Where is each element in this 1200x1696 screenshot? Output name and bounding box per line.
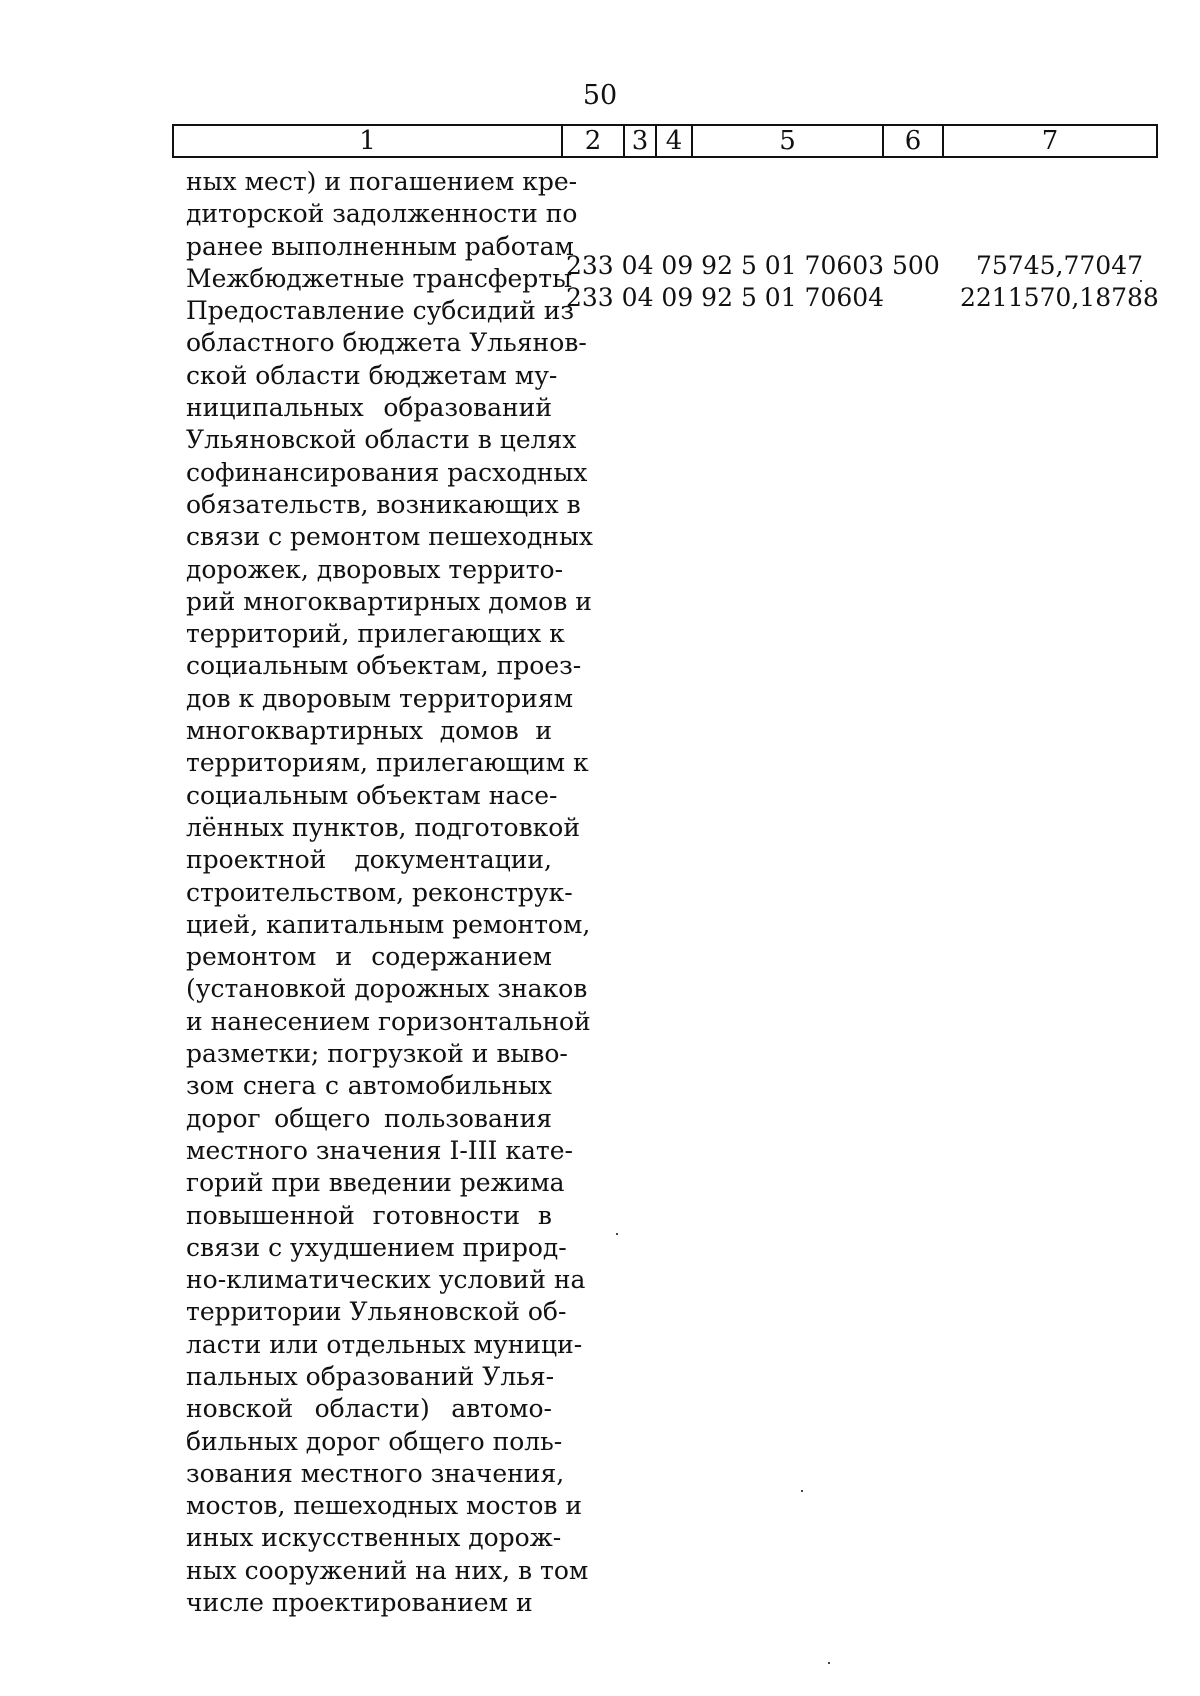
description-line: бильных дорог общего поль- (186, 1426, 563, 1456)
description-line: разметки; погрузкой и выво- (186, 1039, 568, 1069)
description-line: дов к дворовым территориям (186, 683, 574, 713)
description-line: дорог общего пользования (186, 1103, 552, 1133)
description-line: зом снега с автомобильных (186, 1071, 552, 1101)
header-col-6: 6 (884, 126, 944, 156)
description-line: Ульяновской области в целях (186, 425, 577, 455)
description-line: ремонтом и содержанием (186, 942, 552, 972)
header-col-1: 1 (174, 126, 563, 156)
description-line: местного значения I-III кате- (186, 1135, 573, 1165)
description-line: рий многоквартирных домов и (186, 586, 592, 616)
description-line: пальных образований Улья- (186, 1361, 555, 1391)
header-col-7: 7 (1041, 126, 1059, 156)
description-line: диторской задолженности по (186, 199, 578, 229)
description-line: ской области бюджетам му- (186, 360, 558, 390)
scan-speck (1140, 280, 1142, 282)
description-line: лённых пунктов, подготовкой (186, 812, 581, 842)
description-line: территориям, прилегающим к (186, 748, 589, 778)
description-line: зования местного значения, (186, 1458, 565, 1488)
scan-speck (616, 1233, 618, 1235)
description-line: мостов, пешеходных мостов и (186, 1491, 583, 1521)
header-col-2: 2 (563, 126, 625, 156)
description-line: территории Ульяновской об- (186, 1297, 567, 1327)
description-line: проектной документации, (186, 845, 552, 875)
description-line: многоквартирных домов и (186, 716, 552, 746)
row-amount-transfers: 75745,77047 (976, 251, 1144, 280)
header-col-3: 3 (625, 126, 657, 156)
description-line: обязательств, возникающих в (186, 489, 581, 519)
description-line: Предоставление субсидий из (186, 296, 574, 326)
description-line: связи с ремонтом пешеходных (186, 522, 593, 552)
description-line: повышенной готовности в (186, 1200, 552, 1230)
description-line: дорожек, дворовых террито- (186, 554, 564, 584)
description-line: Межбюджетные трансферты (186, 263, 573, 293)
scan-speck (828, 1662, 830, 1664)
description-line: ниципальных образований (186, 393, 552, 423)
description-line: связи с ухудшением природ- (186, 1232, 567, 1262)
description-line: областного бюджета Ульянов- (186, 328, 587, 358)
description-column (186, 166, 593, 1619)
header-col-5: 5 (693, 126, 884, 156)
description-line: (установкой дорожных знаков (186, 974, 588, 1004)
row-codes-transfers: 233 04 09 92 5 01 70603 500 (566, 251, 940, 280)
description-line: иных искусственных дорож- (186, 1523, 562, 1553)
description-line: ных мест) и погашением кре- (186, 167, 578, 196)
description-line: ных сооружений на них, в том (186, 1555, 589, 1585)
row-amount-subsidies: 2211570,18788 (960, 283, 1159, 312)
description-line: числе проектированием и (186, 1588, 533, 1618)
description-line: социальным объектам насе- (186, 780, 558, 810)
header-col-4: 4 (657, 126, 693, 156)
description-line: ласти или отдельных муници- (186, 1329, 583, 1359)
description-line: софинансирования расходных (186, 457, 588, 487)
description-line: новской области) автомо- (186, 1394, 552, 1424)
description-line: и нанесением горизонтальной (186, 1006, 591, 1036)
description-line: социальным объектам, проез- (186, 651, 582, 681)
description-line: строительством, реконструк- (186, 877, 573, 907)
row-codes-subsidies: 233 04 09 92 5 01 70604 (566, 283, 885, 312)
description-line: горий при введении режима (186, 1168, 565, 1198)
description-line: цией, капитальным ремонтом, (186, 909, 591, 939)
description-line: ранее выполненным работам (186, 231, 574, 261)
description-line: но-климатических условий на (186, 1265, 586, 1295)
table-header-row (172, 124, 1158, 158)
scan-speck (801, 1490, 803, 1492)
page-number: 50 (582, 80, 618, 111)
description-line: территорий, прилегающих к (186, 619, 565, 649)
